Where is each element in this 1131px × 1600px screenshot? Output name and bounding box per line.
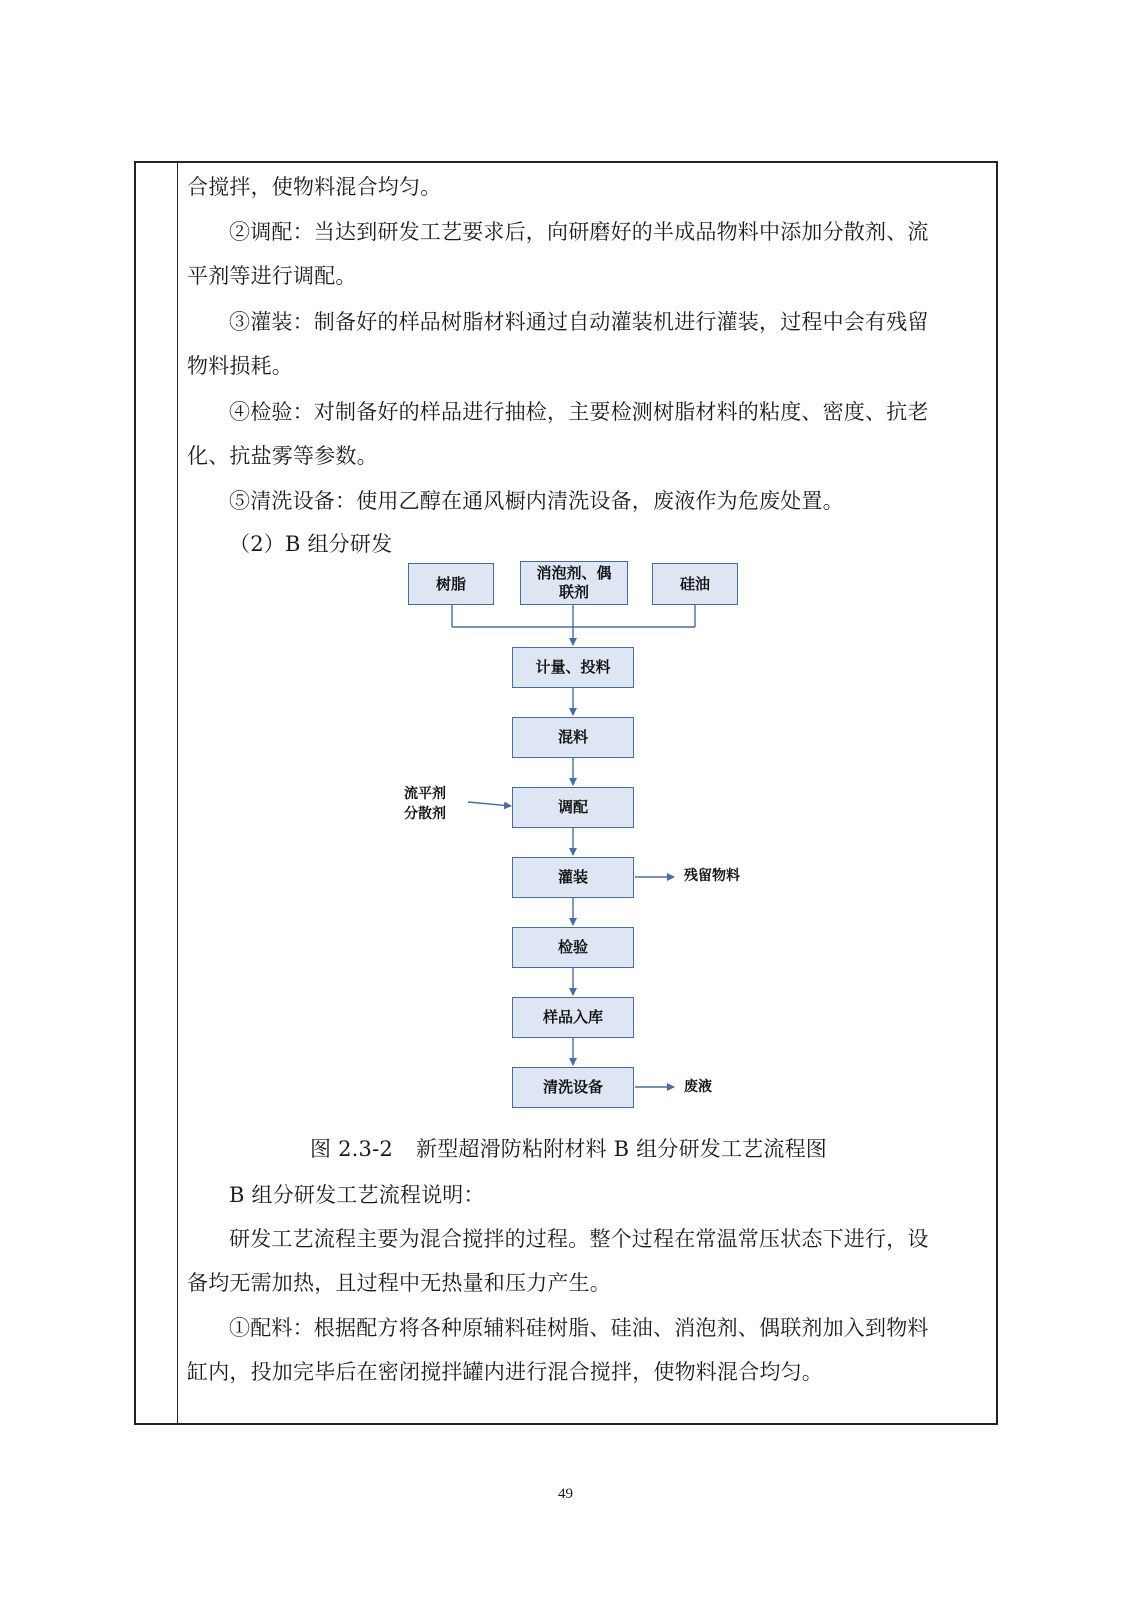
paragraph-line: ④检验：对制备好的样品进行抽检，主要检测树脂材料的粘度、密度、抗老	[229, 400, 929, 424]
flow-box-label: 联剂	[558, 583, 589, 601]
paragraph-line: 平剂等进行调配。	[187, 264, 357, 288]
flow-box-label: 样品入库	[542, 1008, 603, 1026]
flow-box-label: 硅油	[679, 574, 710, 593]
flow-box-resin	[408, 563, 494, 605]
page-number: 49	[558, 1486, 573, 1502]
flow-box-blending	[512, 787, 634, 828]
flow-box-silicone-oil	[652, 563, 738, 605]
flow-label-leveling-agent: 流平剂	[404, 786, 446, 802]
figure-title: 新型超滑防粘附材料 B 组分研发工艺流程图	[416, 1137, 827, 1161]
flow-box-cleaning	[512, 1067, 634, 1108]
flow-box-filling	[512, 857, 634, 898]
flow-box-label: 计量、投料	[535, 658, 611, 676]
paragraph-line: 备均无需加热，且过程中无热量和压力产生。	[187, 1271, 611, 1295]
paragraph-line: 缸内，投加完毕后在密闭搅拌罐内进行混合搅拌，使物料混合均匀。	[187, 1360, 823, 1384]
flow-label-dispersant: 分散剂	[404, 806, 446, 822]
paragraph-line: ⑤清洗设备：使用乙醇在通风橱内清洗设备，废液作为危废处置。	[229, 489, 844, 513]
flow-label-residual-material: 残留物料	[684, 868, 740, 884]
paragraph-line: 物料损耗。	[187, 354, 293, 378]
flow-box-metering	[512, 647, 634, 688]
flow-box-label: 检验	[557, 938, 588, 956]
paragraph-line: B 组分研发工艺流程说明：	[229, 1183, 485, 1207]
flow-box-label: 清洗设备	[542, 1078, 603, 1096]
paragraph-line: ②调配：当达到研发工艺要求后，向研磨好的半成品物料中添加分散剂、流	[229, 220, 929, 244]
flow-box-mixing	[512, 717, 634, 758]
flow-label-waste-liquid: 废液	[684, 1079, 712, 1095]
paragraph-line: 研发工艺流程主要为混合搅拌的过程。整个过程在常温常压状态下进行，设	[229, 1227, 929, 1251]
paragraph-line: 合搅拌，使物料混合均匀。	[187, 175, 442, 199]
flow-box-defoamer-coupling	[520, 561, 628, 605]
flow-box-inspection	[512, 927, 634, 968]
flow-box-label: 树脂	[435, 574, 466, 593]
flow-box-label: 调配	[557, 798, 588, 816]
paragraph-line: ③灌装：制备好的样品树脂材料通过自动灌装机进行灌装，过程中会有残留	[229, 310, 929, 334]
flow-box-label: 消泡剂、偶	[536, 564, 612, 582]
section-heading: （2）B 组分研发	[229, 532, 393, 556]
paragraph-line: ①配料：根据配方将各种原辅料硅树脂、硅油、消泡剂、偶联剂加入到物料	[229, 1316, 929, 1340]
paragraph-line: 化、抗盐雾等参数。	[187, 444, 378, 468]
flow-box-label: 灌装	[557, 868, 588, 886]
figure-number: 图 2.3-2	[310, 1137, 393, 1161]
flow-box-label: 混料	[557, 728, 588, 746]
flow-box-storage	[512, 997, 634, 1038]
arrow-side-input	[468, 802, 511, 806]
